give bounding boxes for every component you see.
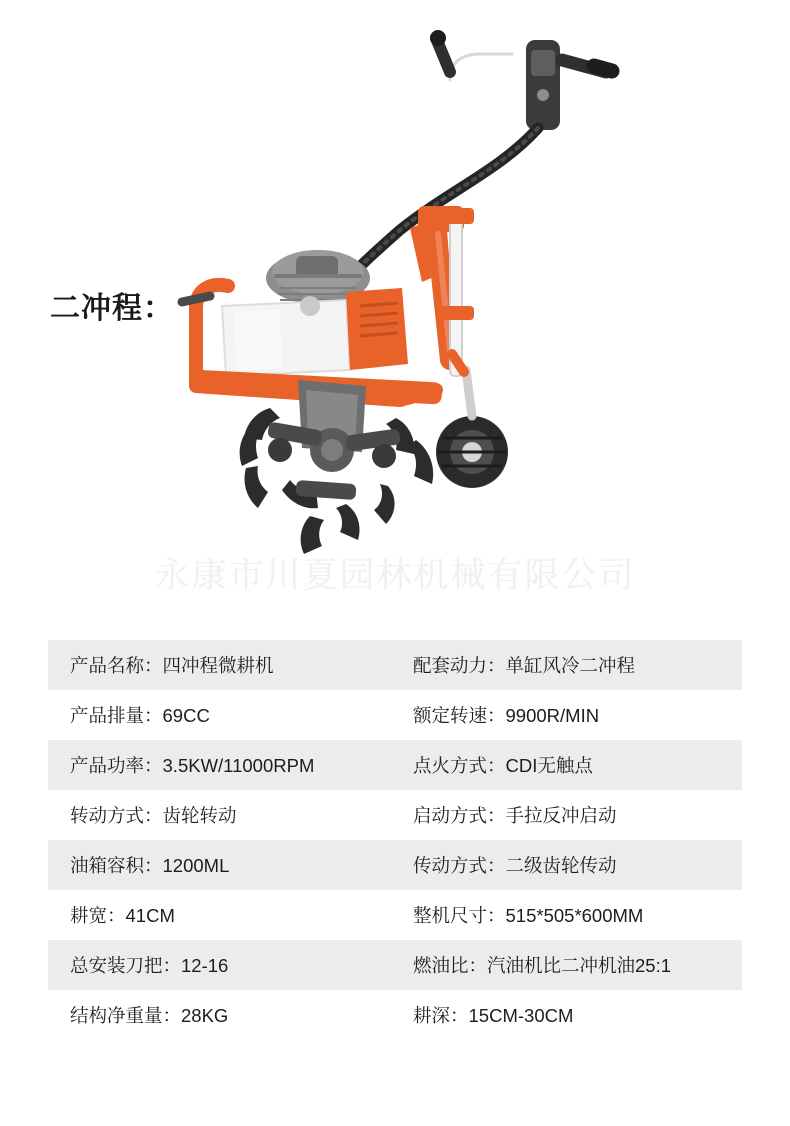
spec-value: 汽油机比二冲机油25:1 [487,955,672,976]
spec-value: 手拉反冲启动 [505,805,617,826]
spec-label: 产品功率： [70,755,163,776]
table-row [48,890,742,940]
spec-label: 产品名称： [70,655,163,676]
table-row [48,940,742,990]
spec-value: 15CM-30CM [468,1005,574,1026]
spec-label: 点火方式： [413,755,506,776]
spec-label: 传动方式： [413,855,506,876]
spec-value: 单缸风冷二冲程 [505,655,636,676]
company-watermark: 永康市川夏园林机械有限公司 [154,556,636,595]
spec-value: 齿轮转动 [162,805,237,826]
spec-value: 二级齿轮传动 [505,855,617,876]
spec-label: 整机尺寸： [413,905,506,926]
spec-label: 启动方式： [413,805,506,826]
engine-type-label: 二冲程： [50,292,174,325]
spec-value: 12-16 [181,955,229,976]
spec-value: 9900R/MIN [505,705,600,726]
spec-label: 耕宽： [70,905,126,926]
spec-value: 69CC [162,705,210,726]
spec-label: 总安装刀把： [70,955,182,976]
table-row [48,790,742,840]
spec-value: 1200ML [162,855,230,876]
spec-value: 41CM [125,905,175,926]
spec-value: CDI无触点 [505,755,593,776]
table-row [48,690,742,740]
spec-label: 耕深： [413,1005,469,1026]
table-row [48,640,742,690]
table-row [48,840,742,890]
spec-label: 配套动力： [413,655,506,676]
spec-label: 燃油比： [413,955,488,976]
spec-label: 额定转速： [413,705,506,726]
spec-value: 3.5KW/11000RPM [162,755,315,776]
table-row [48,990,742,1040]
spec-label: 产品排量： [70,705,163,726]
spec-label: 转动方式： [70,805,163,826]
spec-value: 四冲程微耕机 [162,655,274,676]
specification-table [48,640,742,1040]
spec-label: 油箱容积： [70,855,163,876]
spec-value: 515*505*600MM [505,905,644,926]
spec-value: 28KG [181,1005,229,1026]
spec-label: 结构净重量： [70,1005,182,1026]
mini-tiller-illustration [150,20,670,560]
specification-table-wrapper [48,640,742,1040]
table-row [48,740,742,790]
